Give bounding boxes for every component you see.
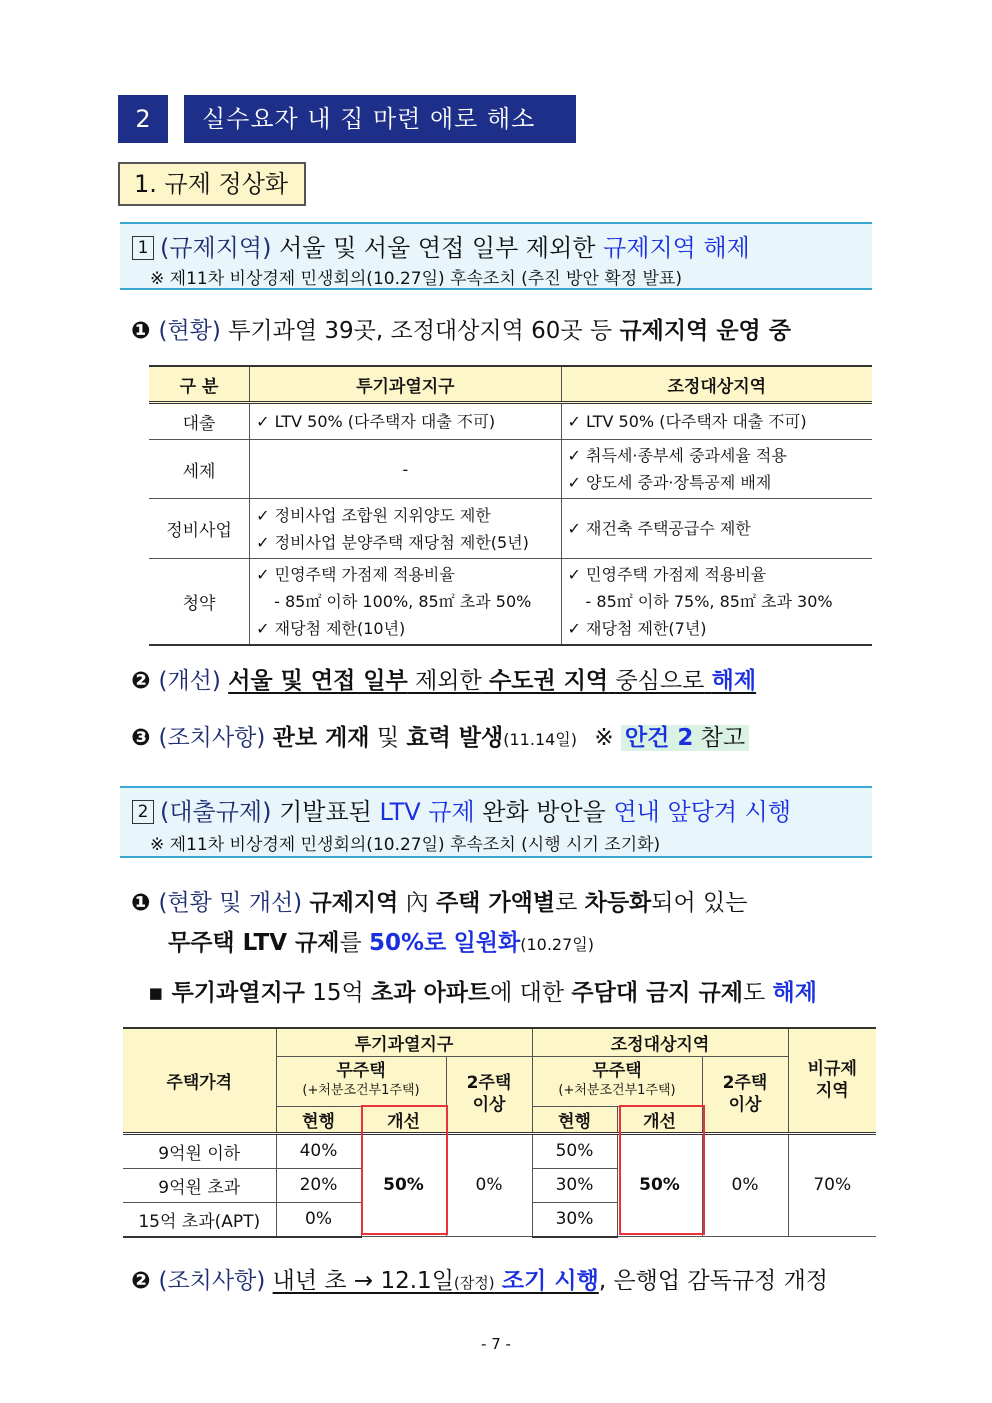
item-paren: (조치사항) [158, 725, 266, 751]
item-text-bold: 관보 게재 [272, 725, 370, 751]
two-house-header: 2주택 이상 [702, 1056, 788, 1133]
item-text-bold: 차등화 [584, 890, 652, 916]
item-text: 내년 초 → 12.1일 [272, 1268, 454, 1294]
item-text-bold: 주담대 금지 규제 [571, 980, 743, 1006]
item-text-bold: 투기과열지구 [171, 980, 305, 1006]
price-cell: 9억원 이하 [123, 1133, 276, 1168]
improved-header: 개선 [617, 1106, 702, 1133]
box-number: 1 [132, 236, 154, 260]
value-cell: 40% [276, 1133, 361, 1168]
table-cell: ✓ 민영주택 가점제 적용비율 - 85㎡ 이하 100%, 85㎡ 초과 50% ✓ 재당첨 제한(10년) [250, 559, 561, 646]
item-status [131, 312, 791, 345]
item-action-loan [131, 1262, 828, 1295]
table-row [149, 403, 872, 440]
box-title-paren: (대출규제) [160, 798, 272, 826]
subsection-title: 1. 규제 정상화 [118, 162, 306, 206]
section-title: 실수요자 내 집 마련 애로 해소 [184, 95, 576, 143]
ref-mark: ※ [594, 725, 614, 751]
no-house-header: 무주택 (+처분조건부1주택) [276, 1056, 446, 1106]
item-text: 및 [376, 725, 400, 751]
row-label: 정비사업 [149, 499, 250, 559]
page-number: - 7 - [481, 1335, 511, 1353]
item-text-highlight: 일원화 [453, 930, 521, 956]
item-text-bold: 무주택 LTV 규제 [168, 930, 340, 956]
two-house-cell: 0% [446, 1133, 532, 1237]
item-text-bold: 서울 및 연접 일부 [228, 668, 408, 694]
item-text: , 은행업 감독규정 개정 [598, 1268, 829, 1294]
price-cell: 9억원 초과 [123, 1168, 276, 1202]
group-header: 투기과열지구 [276, 1028, 532, 1056]
box-title-text: 완화 방안을 [482, 798, 606, 826]
item-text: (잠정) [453, 1274, 495, 1292]
box-title-highlight: LTV 규제 [379, 798, 475, 826]
table-row [149, 559, 872, 646]
table-row [149, 499, 872, 559]
improved-cell: 50% [361, 1133, 446, 1237]
item-text: 투기과열 39곳, 조정대상지역 60곳 등 [228, 318, 613, 344]
row-label: 세제 [149, 440, 250, 499]
item-text: 를 [339, 930, 362, 956]
item-paren: (개선) [158, 668, 221, 694]
regulation-table [149, 365, 872, 646]
table-header: 구 분 [149, 366, 250, 403]
bullet-mark: ❷ [131, 668, 151, 694]
highlight-box-loan-regulation [120, 786, 872, 858]
item-text: 로 [555, 890, 578, 916]
table-cell: ✓ LTV 50% (다주택자 대출 不可) [250, 403, 561, 440]
row-label: 청약 [149, 559, 250, 646]
row-label: 대출 [149, 403, 250, 440]
item-action [131, 719, 749, 752]
no-house-header: 무주택 (+처분조건부1주택) [532, 1056, 702, 1106]
improved-cell: 50% [617, 1133, 702, 1237]
item-text-bold: 초과 아파트 [371, 980, 491, 1006]
ltv-table [123, 1027, 876, 1238]
table-row [123, 1133, 876, 1168]
box-title-highlight: 규제지역 해제 [603, 234, 750, 262]
item-paren: (조치사항) [158, 1268, 266, 1294]
current-header: 현행 [276, 1106, 361, 1133]
sub-bullet [148, 974, 817, 1007]
box-title-text: 기발표된 [279, 798, 372, 826]
box-number: 2 [132, 800, 154, 824]
item-text-bold: 규제지역 운영 중 [619, 318, 791, 344]
value-cell: 30% [532, 1202, 617, 1237]
two-house-header: 2주택 이상 [446, 1056, 532, 1133]
value-cell: 0% [276, 1202, 361, 1237]
item-text-bold: 주택 가액별 [435, 890, 556, 916]
item-text-bold: 수도권 지역 [489, 668, 609, 694]
item-text: 중심으로 [615, 668, 705, 694]
value-cell: 30% [532, 1168, 617, 1202]
item-text: 되어 있는 [651, 890, 748, 916]
item-status-improvement-cont [168, 924, 594, 957]
table-cell: ✓ LTV 50% (다주택자 대출 不可) [567, 412, 807, 431]
current-header: 현행 [532, 1106, 617, 1133]
two-house-cell: 0% [702, 1133, 788, 1237]
col-nonreg: 비규제 지역 [788, 1028, 876, 1133]
item-paren: (현황) [158, 318, 221, 344]
square-bullet: ▪ [148, 980, 164, 1006]
item-text-highlight: 50%로 [368, 930, 447, 956]
box-note: ※ 제11차 비상경제 민생회의(10.27일) 후속조치 (시행 시기 조기화) [150, 835, 661, 855]
table-header: 조정대상지역 [561, 366, 872, 403]
item-text: 도 [742, 980, 766, 1006]
table-cell: ✓ 민영주택 가점제 적용비율 - 85㎡ 이하 75%, 85㎡ 초과 30% ✓ 재당첨 제한(7년) [567, 565, 833, 638]
value-cell: 20% [276, 1168, 361, 1202]
item-text-highlight: 해제 [711, 668, 757, 694]
section-number: 2 [118, 95, 168, 143]
table-cell: - [250, 440, 561, 499]
item-date: (10.27일) [520, 935, 594, 954]
col-price: 주택가격 [123, 1028, 276, 1133]
table-header: 투기과열지구 [250, 366, 561, 403]
item-date: (11.14일) [503, 730, 577, 749]
item-text-bold: 효력 발생 [406, 725, 504, 751]
table-cell: ✓ 재건축 주택공급수 제한 [567, 519, 751, 538]
value-cell: 50% [532, 1133, 617, 1168]
table-cell: ✓ 정비사업 조합원 지위양도 제한 ✓ 정비사업 분양주택 재당첨 제한(5년) [250, 499, 561, 559]
item-text-bold: 규제지역 [309, 890, 399, 916]
item-text: 內 [405, 890, 429, 916]
item-text: 에 대한 [490, 980, 565, 1006]
improved-header: 개선 [361, 1106, 446, 1133]
group-header: 조정대상지역 [532, 1028, 788, 1056]
table-row [149, 440, 872, 499]
bullet-mark: ❶ [131, 318, 151, 344]
item-text-highlight: 조기 시행 [501, 1268, 599, 1294]
box-note: ※ 제11차 비상경제 민생회의(10.27일) 후속조치 (추진 방안 확정 발표) [150, 269, 683, 289]
box-title-text: 서울 및 서울 연접 일부 제외한 [279, 234, 596, 262]
item-status-improvement [131, 884, 747, 917]
ref-highlight: 안건 2 참고 [621, 725, 749, 751]
item-improvement [131, 662, 756, 695]
item-text: 15억 [312, 980, 364, 1006]
item-text-highlight: 해제 [772, 980, 817, 1006]
box-title-highlight: 연내 앞당겨 시행 [613, 798, 792, 826]
bullet-mark: ❶ [131, 890, 151, 916]
bullet-mark: ❷ [131, 1268, 151, 1294]
item-text: 제외한 [415, 668, 482, 694]
box-title [132, 792, 791, 827]
box-title [132, 228, 750, 263]
item-paren: (현황 및 개선) [158, 890, 303, 916]
bullet-mark: ❸ [131, 725, 151, 751]
highlight-box-regulated-areas [120, 222, 872, 290]
table-cell: ✓ 취득세·종부세 중과세율 적용 ✓ 양도세 중과·장특공제 배제 [567, 446, 787, 492]
nonreg-cell: 70% [788, 1133, 876, 1237]
price-cell: 15억 초과(APT) [123, 1202, 276, 1237]
box-title-paren: (규제지역) [160, 234, 272, 262]
